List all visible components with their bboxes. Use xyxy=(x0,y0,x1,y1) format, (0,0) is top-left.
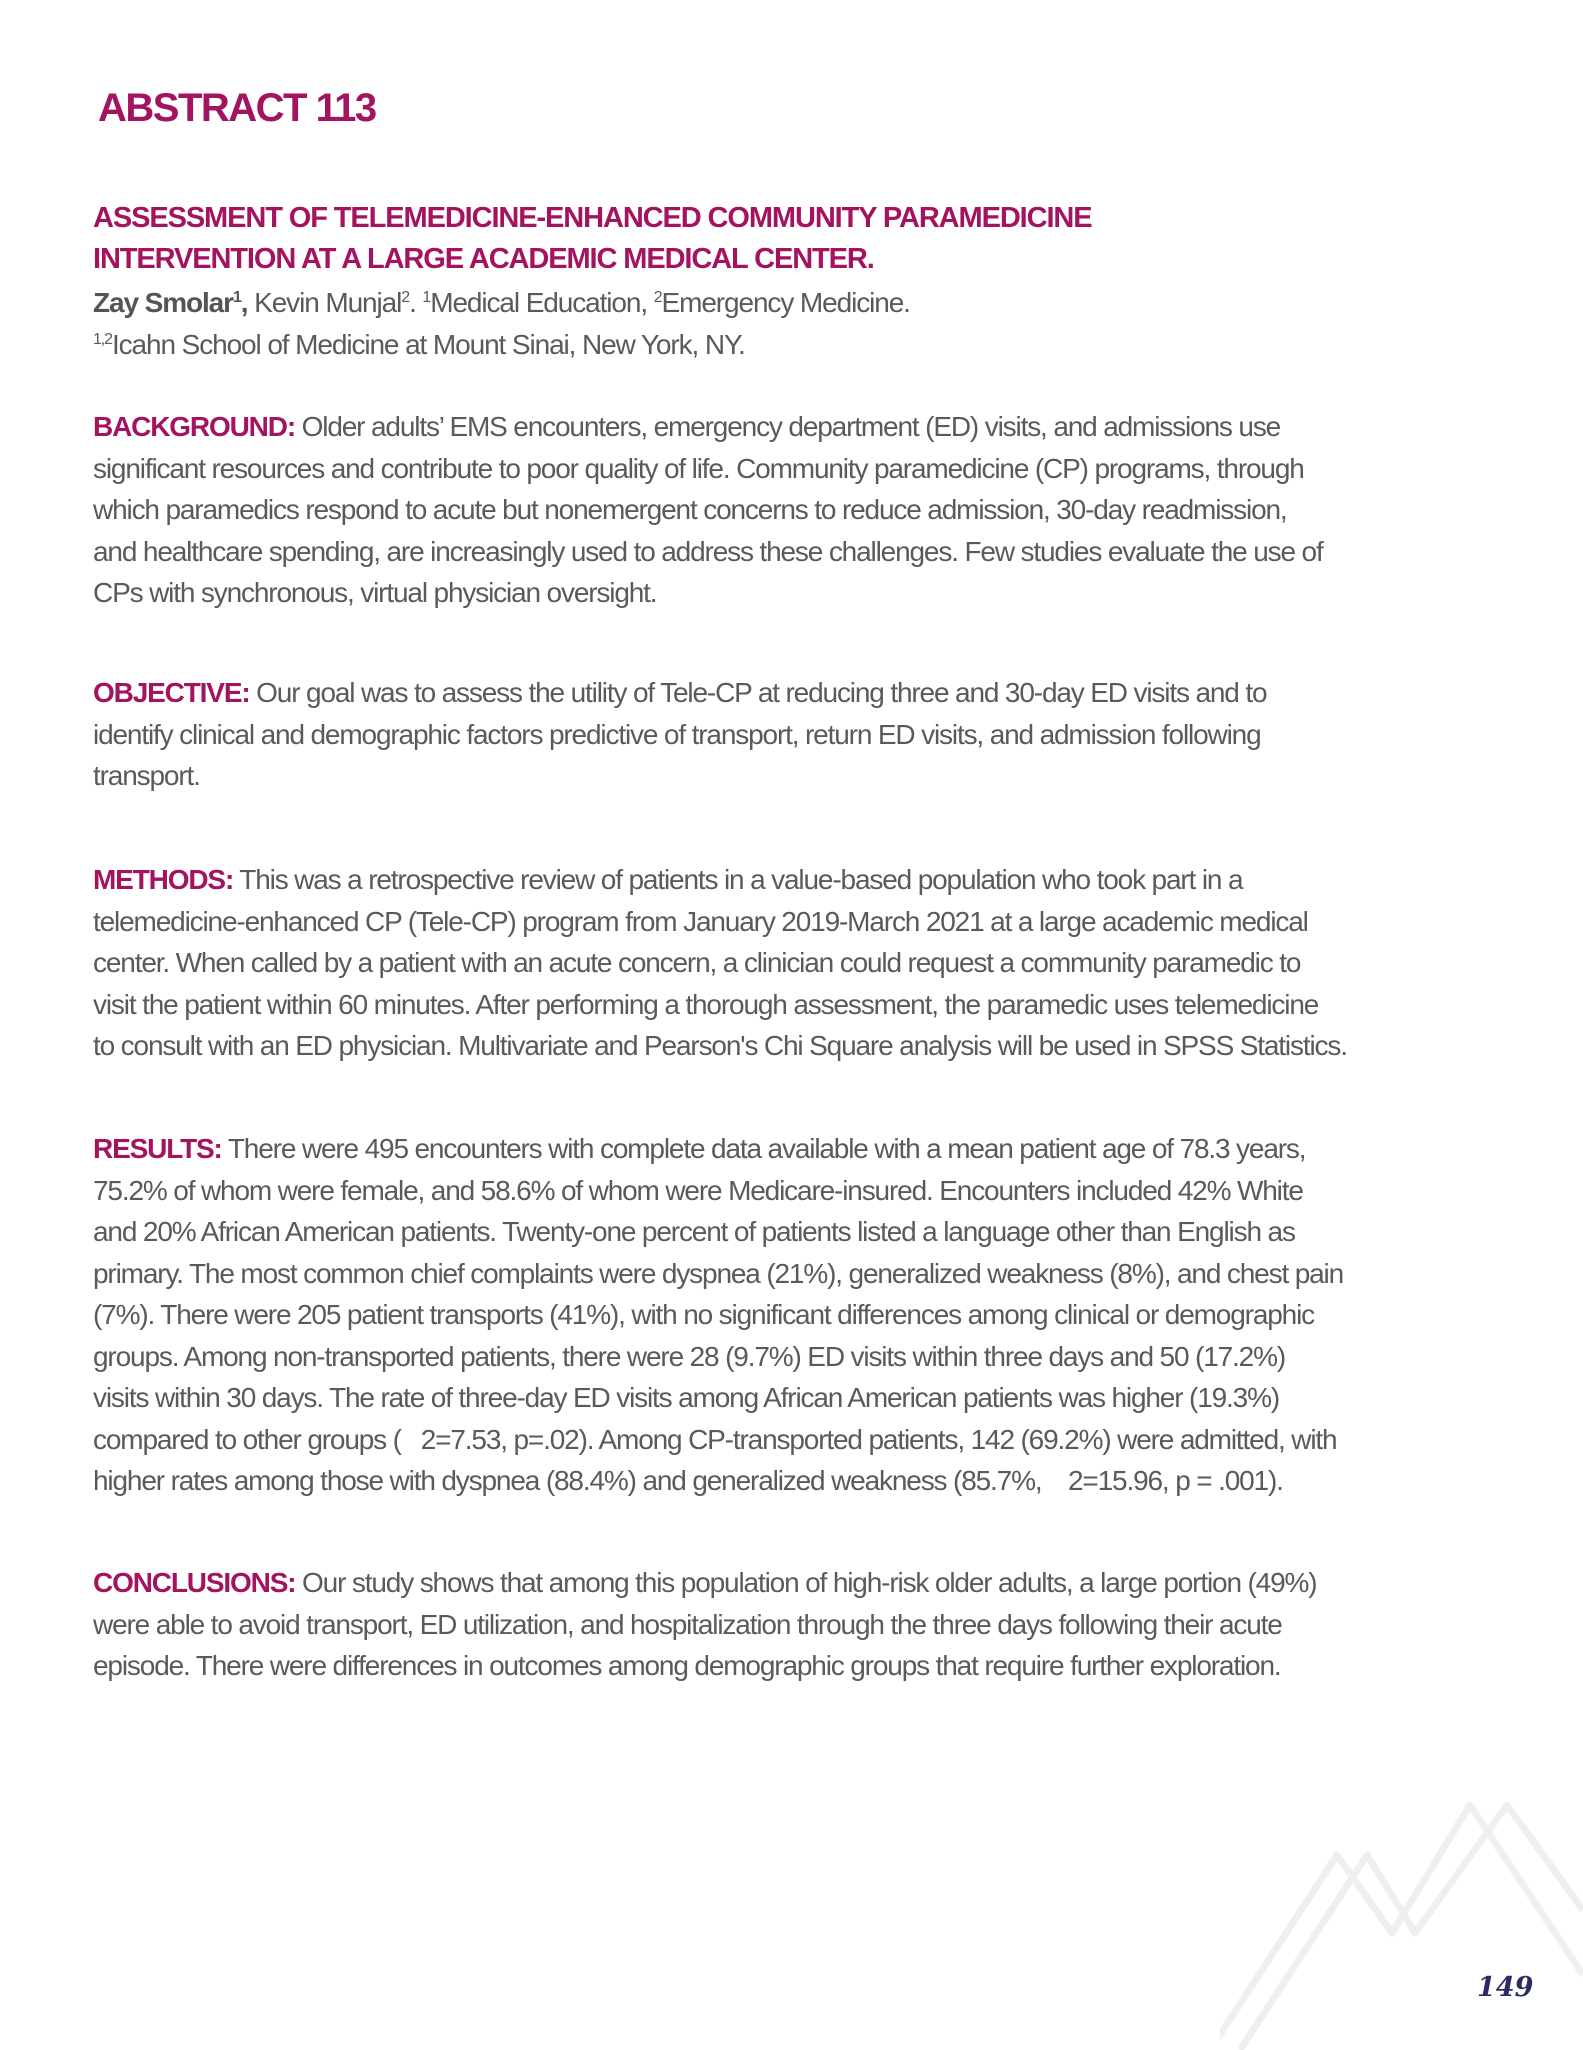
section-text: There were 495 encounters with complete data available with a mean patient age of 78.3 years, xyxy=(221,1133,1306,1164)
text-line xyxy=(93,1211,1343,1253)
section-label: CONCLUSIONS: xyxy=(93,1567,296,1598)
section-background xyxy=(93,406,1323,614)
section-label: RESULTS: xyxy=(93,1133,222,1164)
text-line xyxy=(93,1645,1316,1687)
authors-block xyxy=(93,282,910,366)
abstract-number: ABSTRACT 113 xyxy=(98,86,376,130)
text-line xyxy=(93,1460,1343,1502)
section-text: significant resources and contribute to poor quality of life. Community paramedicine (CP) programs, through xyxy=(93,452,1304,484)
section-text: identify clinical and demographic factors predictive of transport, return ED visits, and admission following xyxy=(93,718,1261,750)
title-line: ASSESSMENT OF TELEMEDICINE-ENHANCED COMMUNITY PARAMEDICINE xyxy=(93,202,1092,234)
text-line xyxy=(93,714,1266,756)
mountain-watermark-icon xyxy=(1220,1760,1583,2050)
section-text: Older adults’ EMS encounters, emergency department (ED) visits, and admissions use xyxy=(295,411,1281,442)
section-conclusions xyxy=(93,1562,1316,1687)
section-text: CPs with synchronous, virtual physician oversight. xyxy=(93,577,657,608)
section-text: (7%). There were 205 patient transports (41%), with no significant differences among clinical or demographic xyxy=(93,1299,1315,1330)
text-line xyxy=(93,1419,1343,1461)
section-label: METHODS: xyxy=(93,864,234,895)
section-label: BACKGROUND: xyxy=(93,411,295,442)
page-number: 149 xyxy=(1477,1972,1534,2003)
section-text: transport. xyxy=(93,760,200,791)
text-line xyxy=(93,1170,1343,1212)
section-text: This was a retrospective review of patients in a value-based population who took part in a xyxy=(233,864,1243,895)
section-text: visit the patient within 60 minutes. After performing a thorough assessment, the paramedic uses telemedicine xyxy=(93,988,1319,1020)
text-line xyxy=(93,859,1347,901)
text-line xyxy=(93,1128,1343,1170)
author-line: Zay Smolar$^1$, Kevin Munjal$^2$. $^1$Medical Education, $^2$Emergency Medicine. xyxy=(93,287,910,318)
text-line xyxy=(93,531,1323,573)
text-line xyxy=(93,984,1347,1026)
section-text: groups. Among non-transported patients, there were 28 (9.7%) ED visits within three days and 50 (17.2%) xyxy=(93,1340,1286,1372)
text-line xyxy=(93,1604,1316,1646)
author-primary: Zay Smolar$^1$, xyxy=(93,287,248,318)
section-text: to consult with an ED physician. Multivariate and Pearson's Chi Square analysis will be used in SPSS Statistics. xyxy=(93,1030,1347,1061)
section-text: which paramedics respond to acute but nonemergent concerns to reduce admission, 30-day readmission, xyxy=(93,494,1287,525)
text-line xyxy=(93,448,1323,490)
text-line xyxy=(93,672,1266,714)
section-text: Our goal was to assess the utility of Tele-CP at reducing three and 30-day ED visits and to xyxy=(249,677,1267,708)
section-text: higher rates among those with dyspnea (88.4%) and generalized weakness (85.7%, 2=15.96, p = .001). xyxy=(93,1465,1283,1496)
abstract-title xyxy=(93,198,1092,280)
text-line xyxy=(93,1253,1343,1295)
section-text: and healthcare spending, are increasingly used to address these challenges. Few studies evaluate the use of xyxy=(93,535,1323,567)
section-text: episode. There were differences in outcomes among demographic groups that require further exploration. xyxy=(93,1650,1281,1681)
institution-line: $^{1,2}$Icahn School of Medicine at Mount Sinai, New York, NY. xyxy=(93,329,745,360)
section-text: telemedicine-enhanced CP (Tele-CP) program from January 2019-March 2021 at a large academic medical xyxy=(93,905,1308,937)
text-line xyxy=(93,1562,1316,1604)
section-text: were able to avoid transport, ED utilization, and hospitalization through the three days following their acute xyxy=(93,1608,1282,1640)
section-results xyxy=(93,1128,1343,1502)
section-methods xyxy=(93,859,1347,1067)
section-text: center. When called by a patient with an acute concern, a clinician could request a community paramedic to xyxy=(93,947,1301,978)
section-text: 75.2% of whom were female, and 58.6% of whom were Medicare-insured. Encounters included 42% White xyxy=(93,1174,1303,1206)
section-text: compared to other groups ( 2=7.53, p=.02). Among CP-transported patients, 142 (69.2%) were admitted, with xyxy=(93,1423,1337,1455)
text-line xyxy=(93,1377,1343,1419)
text-line xyxy=(93,489,1323,531)
text-line xyxy=(93,406,1323,448)
section-text: and 20% African American patients. Twenty-one percent of patients listed a language other than English as xyxy=(93,1216,1295,1247)
section-text: Our study shows that among this population of high-risk older adults, a large portion (49%) xyxy=(295,1567,1317,1598)
section-text: primary. The most common chief complaints were dyspnea (21%), generalized weakness (8%), and chest pain xyxy=(93,1257,1344,1289)
section-objective xyxy=(93,672,1266,797)
text-line xyxy=(93,1336,1343,1378)
text-line xyxy=(93,942,1347,984)
text-line xyxy=(93,901,1347,943)
title-line: INTERVENTION AT A LARGE ACADEMIC MEDICAL CENTER. xyxy=(93,243,874,275)
text-line xyxy=(93,1294,1343,1336)
section-label: OBJECTIVE: xyxy=(93,677,250,708)
text-line xyxy=(93,1025,1347,1067)
text-line xyxy=(93,755,1266,797)
section-text: visits within 30 days. The rate of three-day ED visits among African American patients was higher (19.3%) xyxy=(93,1382,1280,1413)
text-line xyxy=(93,572,1323,614)
